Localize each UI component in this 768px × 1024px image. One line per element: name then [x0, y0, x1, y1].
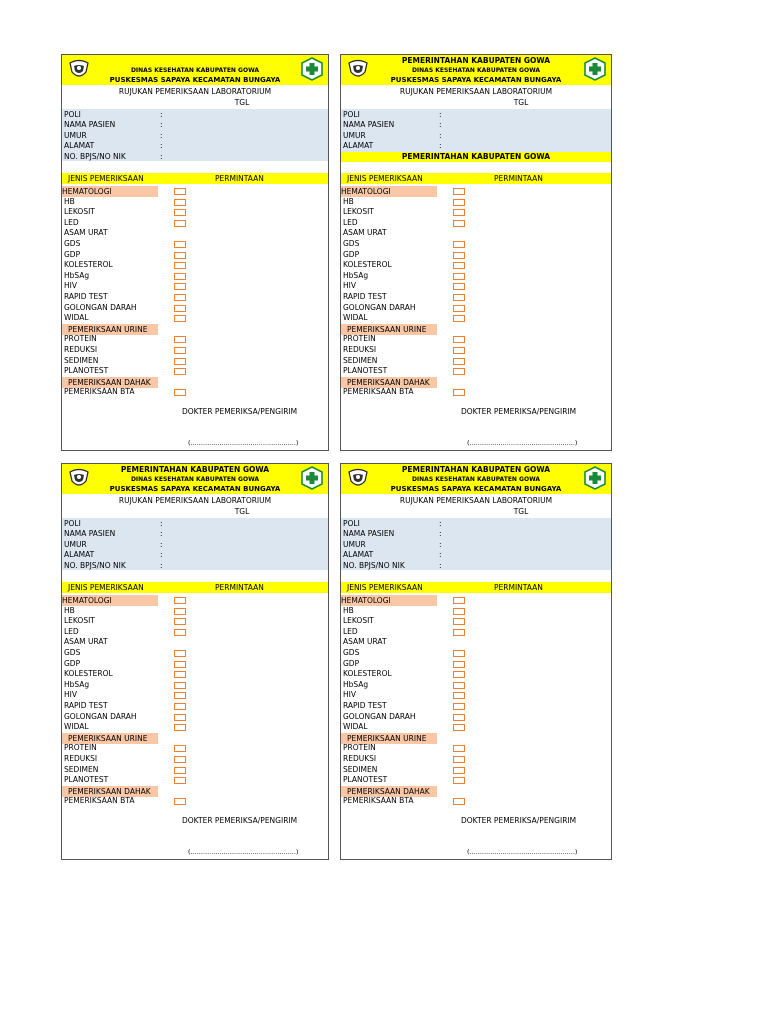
exam-item: HIV: [64, 690, 77, 700]
exam-item: GDS: [64, 648, 81, 657]
exam-checkbox[interactable]: [453, 305, 465, 312]
signature-role: DOKTER PEMERIKSA/PENGIRIM: [461, 407, 577, 416]
exam-item: HB: [343, 196, 354, 206]
identity-field-input[interactable]: :: [160, 550, 163, 560]
header-line-2: DINAS KESEHATAN KABUPATEN GOWA: [411, 67, 541, 74]
identity-field-label: UMUR: [343, 539, 366, 549]
exam-item: HB: [64, 605, 75, 615]
identity-field-label: NO. BPJS/NO NIK: [64, 151, 126, 161]
identity-field-input[interactable]: :: [160, 519, 163, 528]
identity-field-label: UMUR: [343, 130, 366, 140]
header-line-3: PUSKESMAS SAPAYA KECAMATAN BUNGAYA: [109, 76, 281, 84]
identity-field-label: NO. BPJS/NO NIK: [343, 560, 405, 570]
identity-field-label: POLI: [343, 110, 360, 119]
patient-identity-block: [62, 518, 328, 570]
exam-checkbox[interactable]: [453, 777, 465, 784]
exam-checkbox[interactable]: [453, 347, 465, 354]
identity-field-label: NAMA PASIEN: [64, 120, 116, 130]
exam-checkbox[interactable]: [453, 188, 465, 195]
permintaan-header: PERMINTAAN: [494, 583, 543, 592]
exam-item: GDP: [343, 658, 360, 668]
exam-item: REDUKSI: [343, 345, 377, 354]
form-header: [62, 55, 328, 85]
identity-field-label: ALAMAT: [343, 550, 374, 560]
exam-checkbox[interactable]: [174, 692, 186, 699]
exam-item: ASAM URAT: [64, 228, 108, 238]
exam-checkbox[interactable]: [174, 305, 186, 312]
exam-section: PEMERIKSAAN URINE: [62, 324, 158, 335]
exam-item: SEDIMEN: [343, 764, 378, 774]
exam-section: PEMERIKSAAN DAHAK: [341, 786, 437, 797]
exam-checkbox[interactable]: [174, 618, 186, 625]
signature-role: DOKTER PEMERIKSA/PENGIRIM: [182, 816, 298, 825]
exam-item: GOLONGAN DARAH: [343, 711, 416, 721]
exam-item: SEDIMEN: [64, 764, 99, 774]
exam-item: GOLONGAN DARAH: [64, 711, 137, 721]
exam-checkbox[interactable]: [174, 241, 186, 248]
exam-checkbox[interactable]: [453, 358, 465, 365]
identity-field-input[interactable]: :: [160, 560, 163, 570]
identity-field-input[interactable]: :: [160, 120, 163, 130]
identity-field-label: ALAMAT: [64, 141, 95, 151]
exam-checkbox[interactable]: [174, 661, 186, 668]
exam-item: REDUKSI: [64, 754, 98, 763]
exam-item: ASAM URAT: [343, 228, 387, 238]
patient-identity-block: [62, 109, 328, 161]
signature-line[interactable]: (...................................................): [467, 439, 578, 447]
identity-field-input[interactable]: :: [439, 519, 442, 528]
identity-field-label: ALAMAT: [343, 141, 374, 151]
exam-item: GDS: [343, 648, 360, 657]
puskesmas-cross-icon: [300, 466, 324, 490]
signature-line[interactable]: (...................................................): [188, 439, 299, 447]
exam-section: PEMERIKSAAN DAHAK: [341, 377, 437, 388]
exam-item: GDP: [64, 658, 81, 668]
exam-item: REDUKSI: [64, 345, 98, 354]
exam-section: PEMERIKSAAN URINE: [341, 324, 437, 335]
exam-checkbox[interactable]: [174, 347, 186, 354]
exam-item: LEKOSIT: [64, 616, 95, 626]
exam-checkbox[interactable]: [453, 262, 465, 269]
exam-item: KOLESTEROL: [64, 669, 113, 679]
exam-item: SEDIMEN: [64, 355, 99, 365]
exam-checkbox[interactable]: [174, 767, 186, 774]
exam-checkbox[interactable]: [174, 336, 186, 343]
exam-checkbox[interactable]: [453, 252, 465, 259]
identity-field-label: POLI: [343, 519, 360, 528]
exam-checkbox[interactable]: [174, 220, 186, 227]
exam-checkbox[interactable]: [453, 629, 465, 636]
identity-field-input[interactable]: :: [439, 120, 442, 130]
identity-field-input[interactable]: :: [160, 529, 163, 539]
table-header: [62, 173, 328, 184]
exam-item: HbSAg: [64, 679, 90, 689]
exam-item: KOLESTEROL: [343, 260, 392, 270]
permintaan-header: PERMINTAAN: [215, 583, 264, 592]
exam-item: SEDIMEN: [343, 355, 378, 365]
exam-item: PROTEIN: [64, 743, 97, 753]
referral-form: [61, 54, 329, 451]
exam-checkbox[interactable]: [453, 618, 465, 625]
exam-checkbox[interactable]: [453, 273, 465, 280]
exam-item: GDP: [343, 249, 360, 259]
referral-form: [340, 54, 612, 451]
exam-item: WIDAL: [343, 722, 368, 732]
exam-item: HbSAg: [343, 270, 369, 280]
exam-checkbox[interactable]: [174, 798, 186, 805]
exam-item: HB: [343, 605, 354, 615]
exam-checkbox[interactable]: [174, 252, 186, 259]
exam-checkbox[interactable]: [174, 199, 186, 206]
exam-checkbox[interactable]: [174, 703, 186, 710]
identity-field-input[interactable]: :: [160, 141, 163, 151]
identity-field-input[interactable]: :: [160, 130, 163, 140]
exam-checkbox[interactable]: [174, 777, 186, 784]
exam-item: PLANOTEST: [343, 366, 388, 376]
exam-checkbox[interactable]: [453, 798, 465, 805]
exam-item: RAPID TEST: [343, 701, 387, 710]
header-line-1: PEMERINTAHAN KABUPATEN GOWA: [401, 465, 551, 474]
referral-form: [340, 463, 612, 860]
exam-item: LED: [343, 626, 358, 636]
exam-checkbox[interactable]: [453, 671, 465, 678]
jenis-header: JENIS PEMERIKSAAN: [347, 583, 423, 592]
exam-item: PEMERIKSAAN BTA: [64, 387, 135, 397]
date-label: TGL: [513, 507, 529, 516]
header-line-3: PUSKESMAS SAPAYA KECAMATAN BUNGAYA: [390, 485, 562, 493]
exam-checkbox[interactable]: [453, 199, 465, 206]
exam-item: GDS: [64, 239, 81, 248]
exam-item: RAPID TEST: [343, 292, 387, 301]
identity-field-label: ALAMAT: [64, 550, 95, 560]
exam-section: HEMATOLOGI: [62, 595, 158, 606]
jenis-header: JENIS PEMERIKSAAN: [68, 174, 144, 183]
referral-form: [61, 463, 329, 860]
exam-item: PROTEIN: [343, 743, 376, 753]
identity-field-label: NAMA PASIEN: [343, 529, 395, 539]
identity-field-label: NAMA PASIEN: [343, 120, 395, 130]
identity-field-label: POLI: [64, 519, 81, 528]
exam-item: HbSAg: [64, 270, 90, 280]
form-header: [62, 464, 328, 494]
exam-checkbox[interactable]: [174, 209, 186, 216]
identity-field-input[interactable]: :: [439, 110, 442, 119]
header-repeat-bar: PEMERINTAHAN KABUPATEN GOWA: [341, 152, 611, 162]
exam-checkbox[interactable]: [174, 756, 186, 763]
exam-item: GOLONGAN DARAH: [64, 302, 137, 312]
exam-checkbox[interactable]: [174, 608, 186, 615]
exam-checkbox[interactable]: [174, 671, 186, 678]
identity-field-input[interactable]: :: [439, 141, 442, 151]
exam-item: LED: [64, 217, 79, 227]
identity-field-input[interactable]: :: [439, 529, 442, 539]
form-title: RUJUKAN PEMERIKSAAN LABORATORIUM: [399, 87, 553, 96]
exam-item: PROTEIN: [64, 334, 97, 344]
header-line-2: DINAS KESEHATAN KABUPATEN GOWA: [130, 476, 260, 483]
exam-item: RAPID TEST: [64, 292, 108, 301]
exam-item: KOLESTEROL: [64, 260, 113, 270]
exam-item: HIV: [64, 281, 77, 291]
exam-checkbox[interactable]: [453, 692, 465, 699]
exam-checkbox[interactable]: [174, 273, 186, 280]
exam-checkbox[interactable]: [453, 283, 465, 290]
signature-line[interactable]: (...................................................): [467, 848, 578, 856]
exam-checkbox[interactable]: [453, 368, 465, 375]
exam-checkbox[interactable]: [453, 294, 465, 301]
identity-field-input[interactable]: :: [439, 539, 442, 549]
table-header: [341, 173, 611, 184]
exam-checkbox[interactable]: [453, 661, 465, 668]
exam-checkbox[interactable]: [453, 209, 465, 216]
identity-field-input[interactable]: :: [439, 130, 442, 140]
date-label: TGL: [513, 98, 529, 107]
exam-item: LEKOSIT: [343, 207, 374, 217]
exam-item: HB: [64, 196, 75, 206]
exam-item: GDP: [64, 249, 81, 259]
header-line-1: PEMERINTAHAN KABUPATEN GOWA: [401, 56, 551, 65]
exam-item: REDUKSI: [343, 754, 377, 763]
jenis-header: JENIS PEMERIKSAAN: [68, 583, 144, 592]
exam-item: PLANOTEST: [343, 775, 388, 785]
exam-item: WIDAL: [64, 313, 89, 323]
exam-checkbox[interactable]: [453, 608, 465, 615]
permintaan-header: PERMINTAAN: [494, 174, 543, 183]
table-header: [62, 582, 328, 593]
signature-role: DOKTER PEMERIKSA/PENGIRIM: [461, 816, 577, 825]
identity-field-label: NAMA PASIEN: [64, 529, 116, 539]
identity-field-label: POLI: [64, 110, 81, 119]
exam-checkbox[interactable]: [453, 703, 465, 710]
puskesmas-cross-icon: [583, 57, 607, 81]
exam-item: PEMERIKSAAN BTA: [343, 796, 414, 806]
puskesmas-cross-icon: [300, 57, 324, 81]
exam-item: HbSAg: [343, 679, 369, 689]
exam-section: PEMERIKSAAN DAHAK: [62, 377, 158, 388]
exam-checkbox[interactable]: [453, 745, 465, 752]
header-line-3: PUSKESMAS SAPAYA KECAMATAN BUNGAYA: [390, 76, 562, 84]
exam-checkbox[interactable]: [453, 336, 465, 343]
identity-field-input[interactable]: :: [160, 539, 163, 549]
form-title: RUJUKAN PEMERIKSAAN LABORATORIUM: [118, 87, 272, 96]
identity-field-input[interactable]: :: [160, 110, 163, 119]
exam-checkbox[interactable]: [174, 724, 186, 731]
exam-item: PEMERIKSAAN BTA: [343, 387, 414, 397]
form-header: [341, 464, 611, 494]
header-line-1: PEMERINTAHAN KABUPATEN GOWA: [120, 465, 270, 474]
date-label: TGL: [234, 98, 250, 107]
header-line-3: PUSKESMAS SAPAYA KECAMATAN BUNGAYA: [109, 485, 281, 493]
identity-field-input[interactable]: :: [160, 151, 163, 161]
identity-field-label: UMUR: [64, 539, 87, 549]
form-header: [341, 55, 611, 85]
identity-field-input[interactable]: :: [439, 560, 442, 570]
identity-field-label: UMUR: [64, 130, 87, 140]
exam-checkbox[interactable]: [174, 358, 186, 365]
exam-item: LED: [64, 626, 79, 636]
exam-checkbox[interactable]: [453, 724, 465, 731]
exam-item: WIDAL: [343, 313, 368, 323]
exam-item: LED: [343, 217, 358, 227]
jenis-header: JENIS PEMERIKSAAN: [347, 174, 423, 183]
exam-checkbox[interactable]: [174, 368, 186, 375]
exam-checkbox[interactable]: [453, 650, 465, 657]
exam-section: HEMATOLOGI: [62, 186, 158, 197]
exam-checkbox[interactable]: [453, 389, 465, 396]
exam-section: PEMERIKSAAN URINE: [341, 733, 437, 744]
exam-item: KOLESTEROL: [343, 669, 392, 679]
form-title: RUJUKAN PEMERIKSAAN LABORATORIUM: [399, 496, 553, 505]
date-label: TGL: [234, 507, 250, 516]
puskesmas-cross-icon: [583, 466, 607, 490]
exam-checkbox[interactable]: [174, 629, 186, 636]
exam-checkbox[interactable]: [453, 714, 465, 721]
exam-section: HEMATOLOGI: [341, 186, 437, 197]
form-title: RUJUKAN PEMERIKSAAN LABORATORIUM: [118, 496, 272, 505]
exam-checkbox[interactable]: [453, 756, 465, 763]
exam-checkbox[interactable]: [174, 294, 186, 301]
permintaan-header: PERMINTAAN: [215, 174, 264, 183]
exam-checkbox[interactable]: [174, 745, 186, 752]
exam-checkbox[interactable]: [174, 650, 186, 657]
exam-section: HEMATOLOGI: [341, 595, 437, 606]
exam-item: GOLONGAN DARAH: [343, 302, 416, 312]
exam-checkbox[interactable]: [453, 767, 465, 774]
exam-item: HIV: [343, 690, 356, 700]
exam-checkbox[interactable]: [453, 241, 465, 248]
exam-item: HIV: [343, 281, 356, 291]
identity-field-label: NO. BPJS/NO NIK: [64, 560, 126, 570]
exam-item: PLANOTEST: [64, 366, 109, 376]
exam-checkbox[interactable]: [453, 597, 465, 604]
table-header: [341, 582, 611, 593]
exam-checkbox[interactable]: [453, 682, 465, 689]
exam-checkbox[interactable]: [174, 597, 186, 604]
header-line-2: DINAS KESEHATAN KABUPATEN GOWA: [130, 67, 260, 74]
exam-item: PLANOTEST: [64, 775, 109, 785]
exam-item: ASAM URAT: [64, 637, 108, 647]
exam-checkbox[interactable]: [174, 188, 186, 195]
exam-checkbox[interactable]: [174, 714, 186, 721]
signature-line[interactable]: (...................................................): [188, 848, 299, 856]
exam-checkbox[interactable]: [174, 262, 186, 269]
exam-item: ASAM URAT: [343, 637, 387, 647]
exam-item: PROTEIN: [343, 334, 376, 344]
exam-checkbox[interactable]: [174, 682, 186, 689]
exam-item: GDS: [343, 239, 360, 248]
exam-item: LEKOSIT: [64, 207, 95, 217]
identity-field-input[interactable]: :: [439, 550, 442, 560]
exam-item: LEKOSIT: [343, 616, 374, 626]
patient-identity-block: [341, 518, 611, 570]
exam-checkbox[interactable]: [174, 389, 186, 396]
signature-role: DOKTER PEMERIKSA/PENGIRIM: [182, 407, 298, 416]
exam-checkbox[interactable]: [174, 283, 186, 290]
exam-checkbox[interactable]: [453, 220, 465, 227]
header-line-2: DINAS KESEHATAN KABUPATEN GOWA: [411, 476, 541, 483]
exam-item: RAPID TEST: [64, 701, 108, 710]
exam-section: PEMERIKSAAN DAHAK: [62, 786, 158, 797]
exam-item: PEMERIKSAAN BTA: [64, 796, 135, 806]
exam-section: PEMERIKSAAN URINE: [62, 733, 158, 744]
exam-checkbox[interactable]: [174, 315, 186, 322]
exam-item: WIDAL: [64, 722, 89, 732]
exam-checkbox[interactable]: [453, 315, 465, 322]
